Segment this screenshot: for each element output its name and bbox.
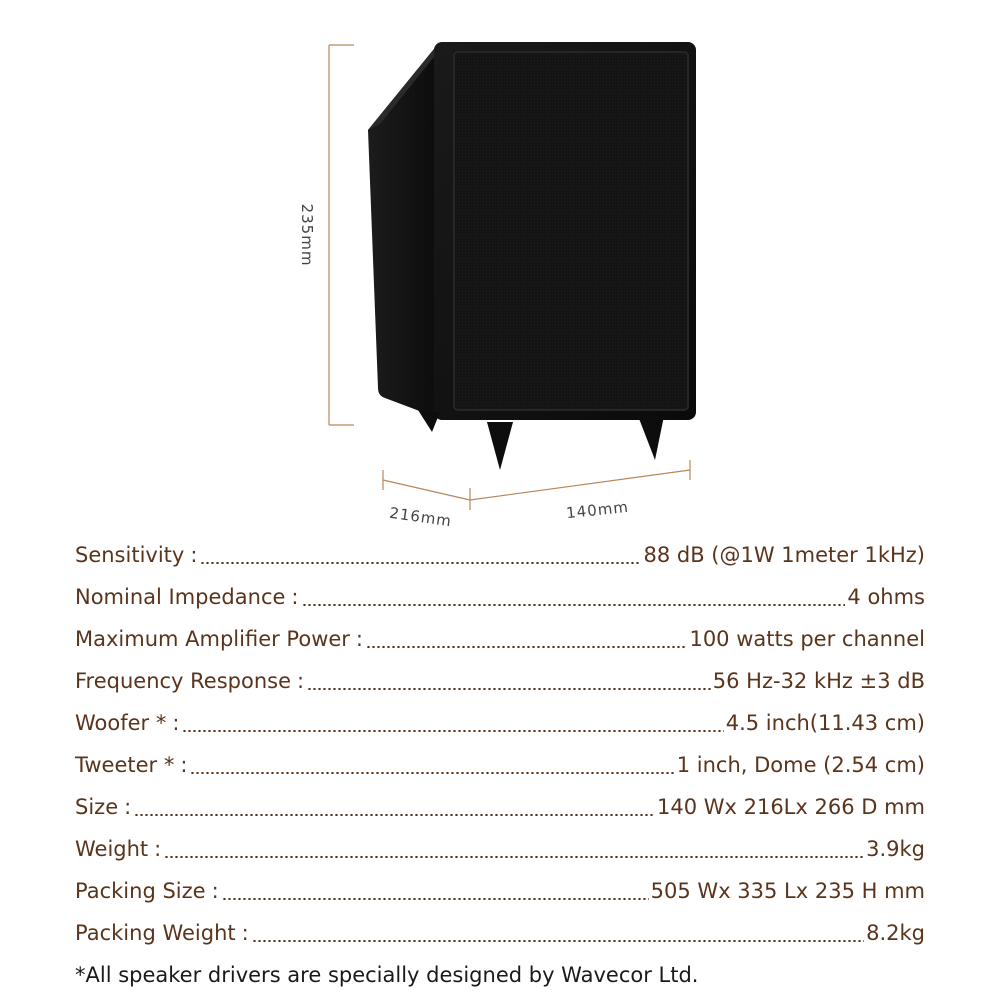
spec-separator: :	[355, 627, 363, 651]
spike-foot-front-left	[487, 422, 513, 470]
spec-row	[75, 786, 925, 828]
spec-value: 56 Hz-32 kHz ±3 dB	[712, 669, 925, 693]
spec-row	[75, 618, 925, 660]
spec-separator: :	[297, 669, 305, 693]
spec-label: Frequency Response	[75, 669, 292, 693]
height-label: 235mm	[298, 203, 316, 267]
spike-foot-left-rear	[418, 410, 440, 432]
spec-separator: :	[124, 795, 132, 819]
spec-separator: :	[180, 753, 188, 777]
spec-separator: :	[291, 585, 299, 609]
spec-row	[75, 912, 925, 954]
spec-row	[75, 870, 925, 912]
spec-row	[75, 576, 925, 618]
spec-value: 505 Wx 335 Lx 235 H mm	[650, 879, 925, 903]
dot-leader	[134, 814, 655, 816]
spec-value: 4 ohms	[847, 585, 925, 609]
width-dimension	[470, 460, 690, 500]
spec-row	[75, 828, 925, 870]
spec-value: 8.2kg	[866, 921, 925, 945]
dot-leader	[366, 646, 687, 648]
spec-label: Packing Weight	[75, 921, 236, 945]
spec-value: 140 Wx 216Lx 266 D mm	[656, 795, 925, 819]
spec-row	[75, 534, 925, 576]
spec-row	[75, 744, 925, 786]
spec-row	[75, 660, 925, 702]
spec-label: Weight	[75, 837, 149, 861]
spec-separator: :	[211, 879, 219, 903]
spec-list	[75, 534, 925, 954]
spec-value: 88 dB (@1W 1meter 1kHz)	[643, 543, 925, 567]
dot-leader	[252, 940, 864, 942]
dot-leader	[190, 772, 674, 774]
dot-leader	[222, 898, 649, 900]
spec-value: 4.5 inch(11.43 cm)	[725, 711, 925, 735]
spec-separator: :	[172, 711, 180, 735]
spec-label: Maximum Amplifier Power	[75, 627, 350, 651]
spec-value: 100 watts per channel	[689, 627, 925, 651]
spec-value: 1 inch, Dome (2.54 cm)	[676, 753, 925, 777]
spec-label: Packing Size	[75, 879, 206, 903]
dot-leader	[302, 604, 846, 606]
spec-label: Nominal Impedance	[75, 585, 286, 609]
spec-separator: :	[190, 543, 198, 567]
width-label: 140mm	[565, 497, 630, 523]
spike-foot-front-right	[638, 416, 664, 460]
spec-label: Woofer *	[75, 711, 167, 735]
dot-leader	[182, 730, 723, 732]
spec-separator: :	[154, 837, 162, 861]
spec-label: Tweeter *	[75, 753, 175, 777]
spec-separator: :	[241, 921, 249, 945]
spec-label: Sensitivity	[75, 543, 185, 567]
dot-leader	[200, 562, 641, 564]
spec-label: Size	[75, 795, 119, 819]
dot-leader	[164, 856, 864, 858]
footnote: *All speaker drivers are specially designed by Wavecor Ltd.	[75, 963, 699, 987]
speaker-grille	[454, 52, 688, 410]
spec-row	[75, 702, 925, 744]
speaker-image	[368, 42, 696, 470]
height-dimension	[329, 45, 354, 425]
spec-value: 3.9kg	[866, 837, 925, 861]
depth-label: 216mm	[388, 503, 454, 531]
dot-leader	[307, 688, 711, 690]
